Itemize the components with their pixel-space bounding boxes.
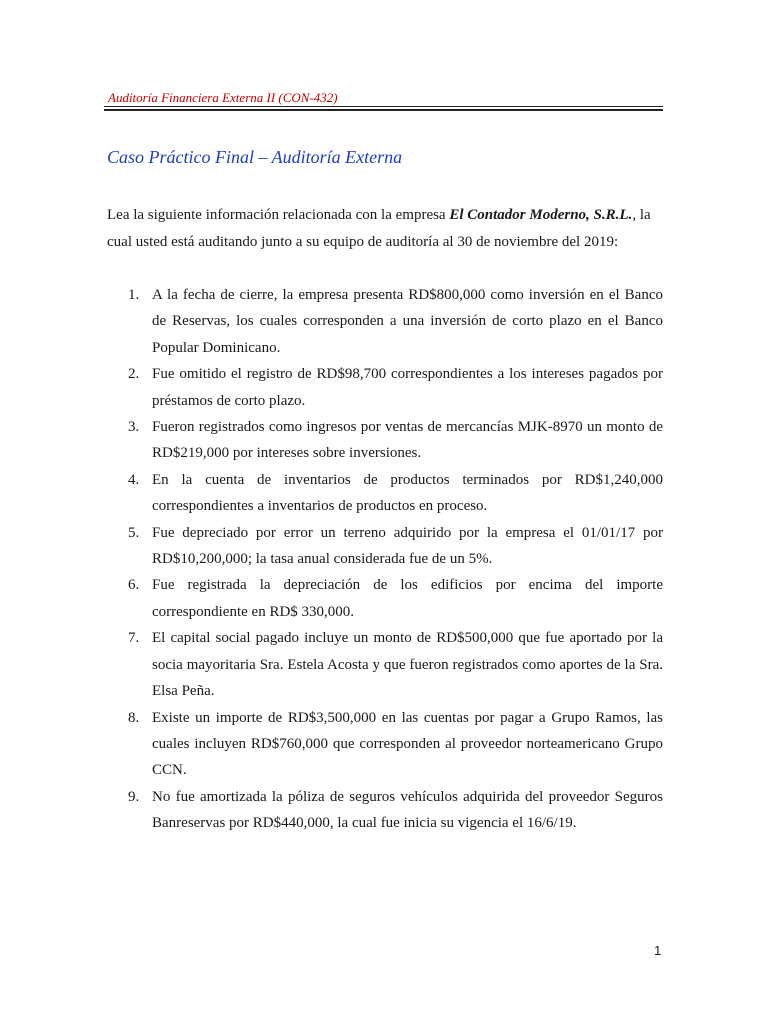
list-item-text: Existe un importe de RD$3,500,000 en las cuentas por pagar a Grupo Ramos, las cuales incluyen RD$760,000 que corresponden al proveedor norteamericano Grupo CCN.	[152, 709, 663, 779]
list-item-number: 7.	[128, 630, 140, 647]
list-item-number: 3.	[128, 419, 140, 436]
list-item-text: Fue depreciado por error un terreno adquirido por la empresa el 01/01/17 por RD$10,200,000; la tasa anual considerada fue de un 5%.	[152, 524, 663, 568]
company-name: El Contador Moderno, S.R.L.	[449, 207, 633, 223]
list-item-text: Fueron registrados como ingresos por ventas de mercancías MJK-8970 un monto de RD$219,000 por intereses sobre inversiones.	[152, 419, 663, 462]
list-item-number: 4.	[128, 471, 140, 488]
list-item	[107, 467, 663, 520]
header-rule	[104, 106, 663, 111]
list-item-number: 1.	[128, 287, 140, 303]
list-item	[107, 705, 663, 784]
findings-list	[107, 282, 663, 837]
list-item	[107, 361, 663, 414]
list-item-text: No fue amortizada la póliza de seguros vehículos adquirida del proveedor Seguros Banreservas por RD$440,000, la cual fue inicia su vigencia el 16/6/19.	[152, 788, 663, 832]
page-number: 1	[654, 943, 662, 958]
list-item	[107, 520, 663, 573]
page-title: Caso Práctico Final – Auditoría Externa	[107, 147, 403, 167]
list-item-number: 2.	[128, 366, 140, 383]
list-item	[107, 625, 663, 704]
list-item-number: 6.	[128, 577, 140, 594]
list-item-number: 8.	[128, 709, 140, 726]
intro-text-start: Lea la siguiente información relacionada con la empresa	[107, 207, 450, 223]
list-item	[107, 282, 663, 361]
list-item-number: 9.	[128, 788, 140, 805]
list-item-text: El capital social pagado incluye un monto de RD$500,000 que fue aportado por la socia mayoritaria Sra. Estela Acosta y que fueron registrados como aportes de la Sra. Elsa Peña.	[152, 630, 663, 700]
list-item	[107, 414, 663, 467]
list-item-text: En la cuenta de inventarios de productos terminados por RD$1,240,000 correspondientes a inventarios de productos en proceso.	[152, 471, 663, 515]
intro-paragraph	[107, 202, 663, 256]
list-item-text: Fue registrada la depreciación de los edificios por encima del importe correspondiente en RD$ 330,000.	[152, 577, 663, 620]
list-item	[107, 572, 663, 625]
running-header: Auditoría Financiera Externa II (CON-432)	[108, 90, 338, 105]
list-item	[107, 784, 663, 837]
list-item-text: A la fecha de cierre, la empresa presenta RD$800,000 como inversión en el Banco de Reservas, los cuales corresponden a una inversión de corto plazo en el Banco Popular Dominicano.	[152, 287, 663, 356]
intro-text-end: , la cual usted está auditando junto a su equipo de auditoría al 30 de noviembre del 2019:	[107, 207, 651, 250]
list-item-text: Fue omitido el registro de RD$98,700 correspondientes a los intereses pagados por préstamos de corto plazo.	[152, 366, 663, 409]
list-item-number: 5.	[128, 524, 140, 541]
